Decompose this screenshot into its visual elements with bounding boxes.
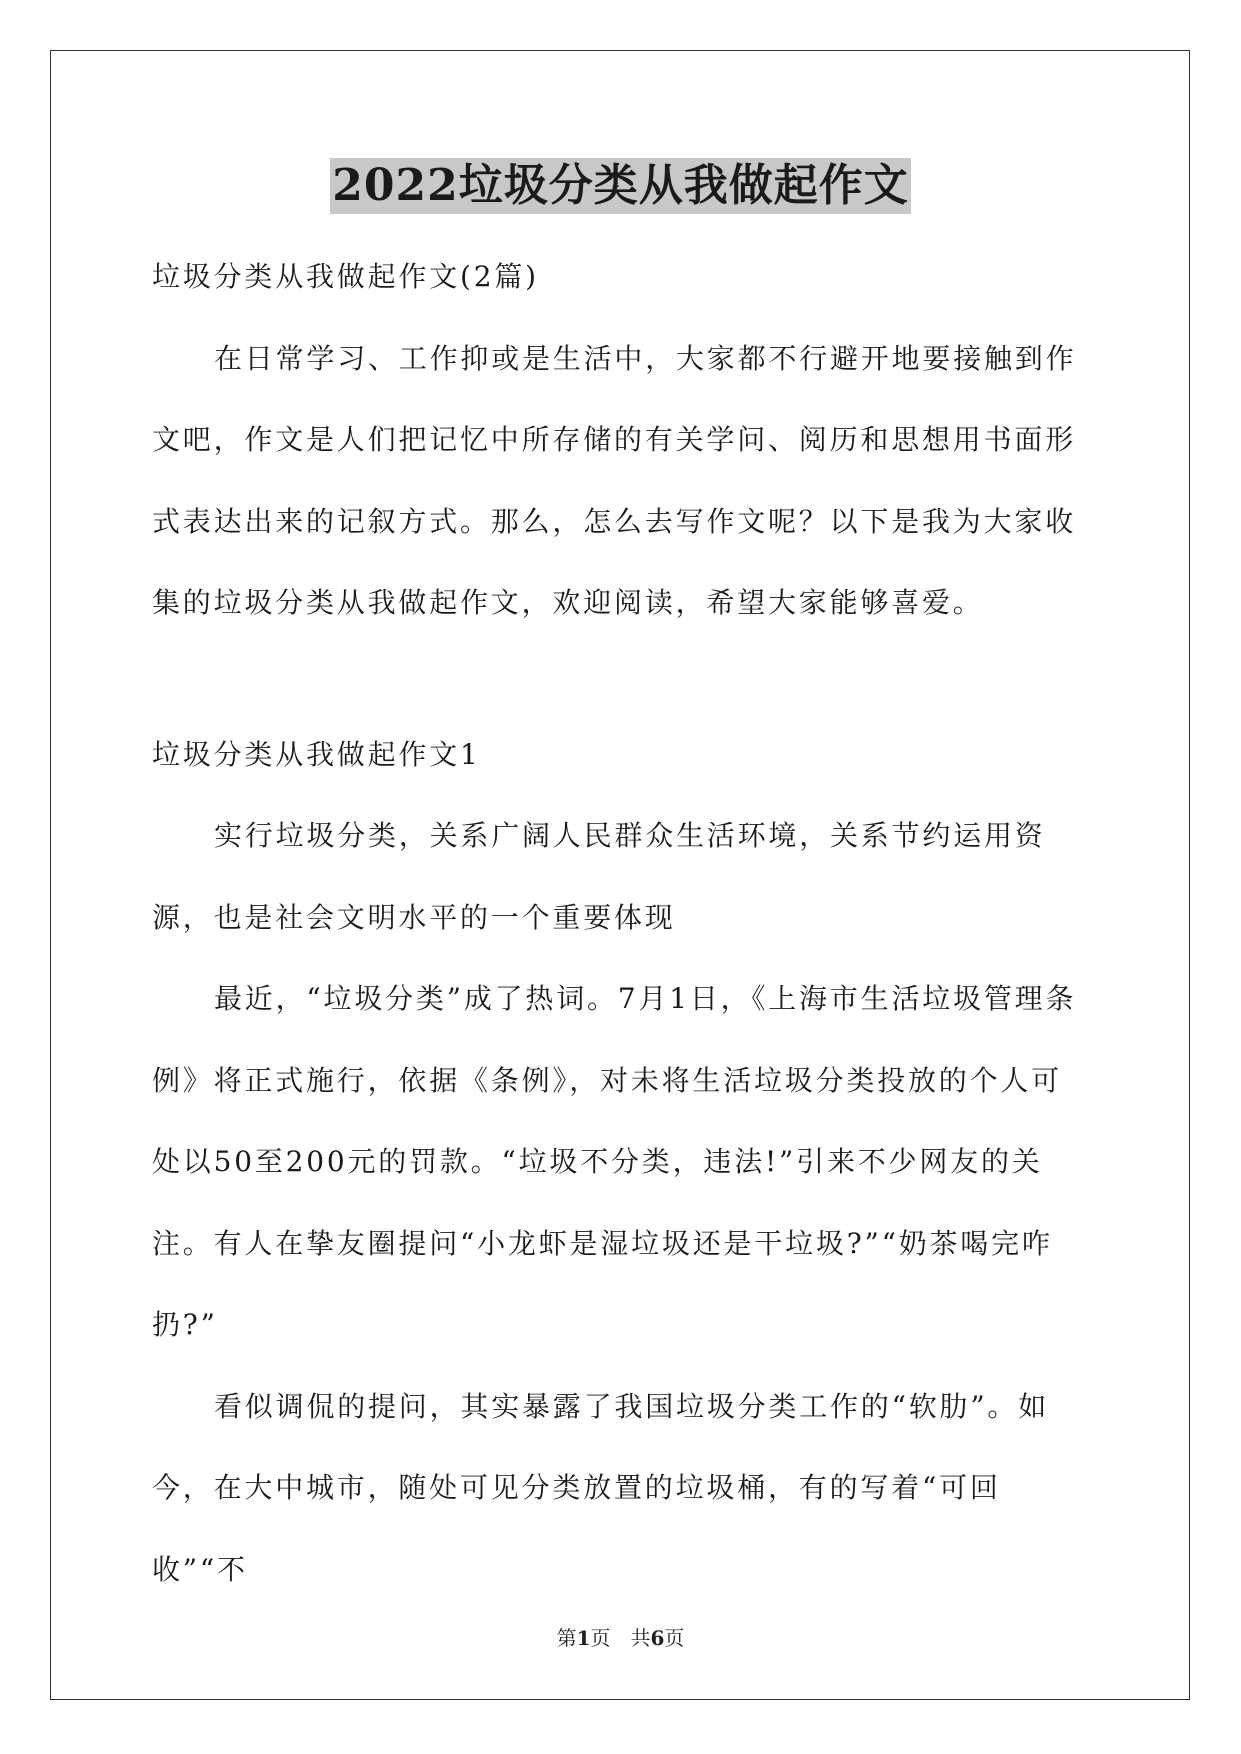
total-pages-number: 6 <box>650 1626 665 1650</box>
document-body <box>152 236 1092 1610</box>
intro-paragraph: 在日常学习、工作抑或是生活中，大家都不行避开地要接触到作文吧，作文是人们把记忆中所存储的有关学问、阅历和思想用书面形式表达出来的记叙方式。那么，怎么去写作文呢？以下是我为大家收集的垃圾分类从我做起作文，欢迎阅读，希望大家能够喜爱。 <box>152 341 1077 619</box>
title-block <box>0 158 1241 214</box>
section-heading: 垃圾分类从我做起作文1 <box>152 737 481 771</box>
body-paragraph: 看似调侃的提问，其实暴露了我国垃圾分类工作的“软肋”。如今，在大中城市，随处可见分类放置的垃圾桶，有的写着“可回收”“不 <box>152 1389 1050 1586</box>
page-label-mid: 页 共 <box>590 1626 651 1650</box>
body-paragraph: 实行垃圾分类，关系广阔人民群众生活环境，关系节约运用资源，也是社会文明水平的一个重要体现 <box>152 819 1046 934</box>
section-spacer <box>152 644 1092 714</box>
document-title: 2022垃圾分类从我做起作文 <box>330 158 910 214</box>
page-label-suffix: 页 <box>664 1626 685 1650</box>
current-page-number: 1 <box>576 1626 591 1650</box>
page-label-prefix: 第 <box>556 1626 577 1650</box>
page-footer <box>0 1626 1241 1650</box>
body-paragraph: 最近，“垃圾分类”成了热词。7月1日，《上海市生活垃圾管理条例》将正式施行，依据《条例》，对未将生活垃圾分类投放的个人可处以50至200元的罚款。“垃圾不分类，违法!”引来不少网友的关注。有人在挚友圈提问“小龙虾是湿垃圾还是干垃圾?”“奶茶喝完咋扔?” <box>152 982 1077 1341</box>
document-subtitle: 垃圾分类从我做起作文(2篇) <box>152 260 539 293</box>
